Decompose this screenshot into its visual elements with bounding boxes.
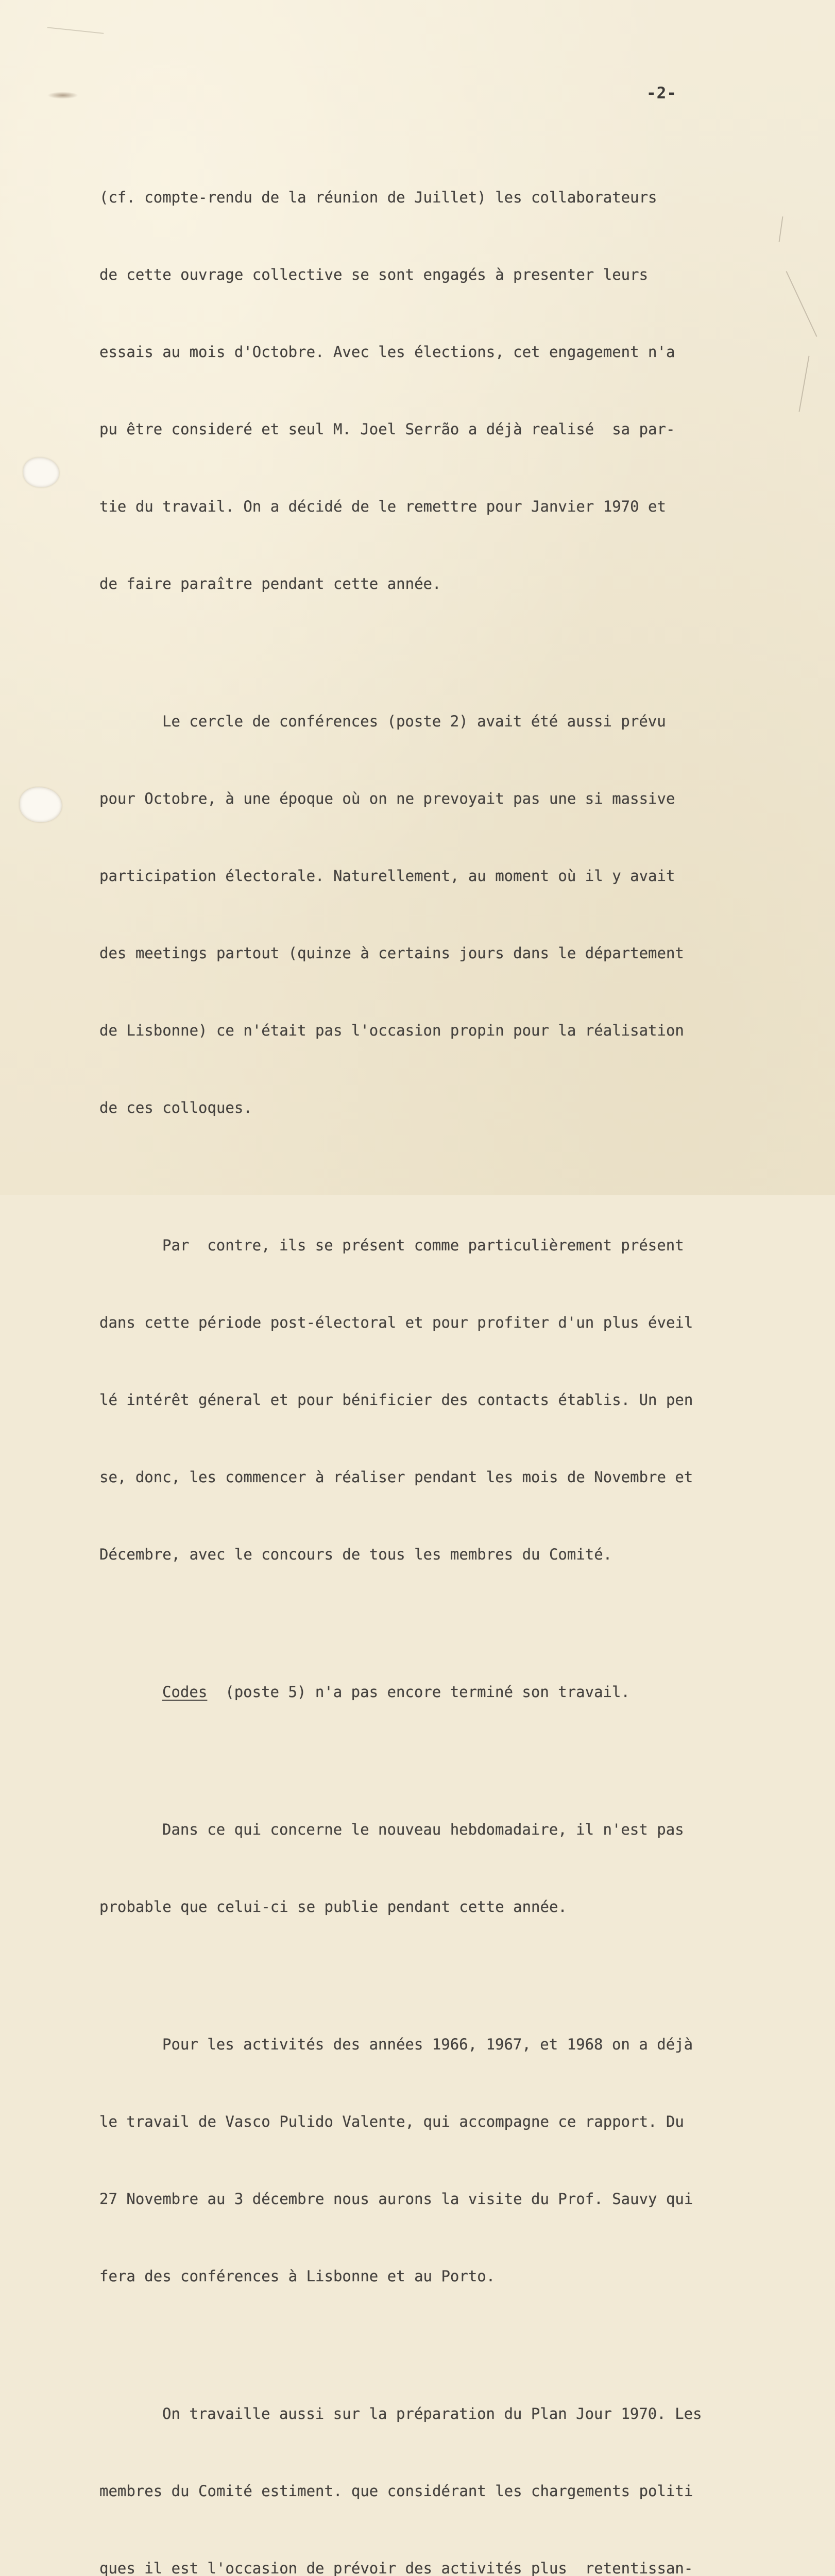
text-line: Le cercle de conférences (poste 2) avait été aussi prévu [162, 713, 666, 730]
text-line: membres du Comité estiment. que considérant les chargements politi [99, 2482, 693, 2500]
text-line: Par contre, ils se présent comme particulièrement présent [162, 1236, 684, 1254]
underlined-word: Codes [162, 1683, 208, 1701]
text-line: essais au mois d'Octobre. Avec les élections, cet engagement n'a [99, 343, 675, 361]
paragraph [99, 1181, 800, 1619]
text-fragment: (poste 5) n'a pas encore terminé son travail. [207, 1683, 630, 1701]
text-line: (cf. compte-rendu de la réunion de Juillet) les collaborateurs [99, 189, 657, 206]
paragraph [99, 1765, 800, 1971]
text-line: de ces colloques. [99, 1099, 252, 1116]
text-line: Pour les activités des années 1966, 1967, et 1968 on a déjà [162, 2036, 693, 2053]
page-number: -2- [646, 84, 677, 103]
text-line: pour Octobre, à une époque où on ne prevoyait pas une si massive [99, 790, 675, 807]
paragraph [99, 1980, 800, 2341]
text-line: participation électorale. Naturellement, au moment où il y avait [99, 867, 675, 885]
text-line: 27 Novembre au 3 décembre nous aurons la visite du Prof. Sauvy qui [99, 2190, 693, 2208]
text-line: de Lisbonne) ce n'était pas l'occasion propin pour la réalisation [99, 1022, 684, 1039]
paragraph [99, 133, 800, 648]
text-line: le travail de Vasco Pulido Valente, qui accompagne ce rapport. Du [99, 2113, 684, 2130]
margin-mark [798, 356, 809, 412]
text-line: Décembre, avec le concours de tous les membres du Comité. [99, 1546, 612, 1563]
text-line: probable que celui-ci se publie pendant cette année. [99, 1898, 567, 1916]
text-line: de cette ouvrage collective se sont engagés à presenter leurs [99, 266, 649, 283]
text-line: On travaille aussi sur la préparation du Plan Jour 1970. Les [162, 2405, 702, 2422]
text-line: fera des conférences à Lisbonne et au Porto. [99, 2267, 496, 2285]
punch-hole [23, 457, 59, 487]
ink-smudge [47, 92, 78, 99]
text-line: lé intérêt géneral et pour bénificier des contacts établis. Un pen [99, 1391, 693, 1409]
paragraph [99, 1628, 800, 1756]
paper-crease [46, 27, 104, 49]
body-text [99, 133, 800, 2576]
paragraph [99, 2349, 800, 2576]
paragraph [99, 657, 800, 1172]
text-line: ques il est l'occasion de prévoir des activités plus retentissan- [99, 2560, 693, 2576]
punch-hole [20, 787, 62, 822]
text-line: de faire paraître pendant cette année. [99, 575, 441, 592]
text-line: tie du travail. On a décidé de le remettre pour Janvier 1970 et [99, 498, 666, 515]
text-line: Dans ce qui concerne le nouveau hebdomadaire, il n'est pas [162, 1821, 684, 1838]
text-line: des meetings partout (quinze à certains jours dans le département [99, 944, 684, 962]
text-line: pu être consideré et seul M. Joel Serrão a déjà realisé sa par- [99, 420, 675, 438]
text-line [99, 1679, 800, 1705]
text-line: se, donc, les commencer à réaliser pendant les mois de Novembre et [99, 1468, 693, 1486]
text-line: dans cette période post-électoral et pour profiter d'un plus éveil [99, 1314, 693, 1331]
